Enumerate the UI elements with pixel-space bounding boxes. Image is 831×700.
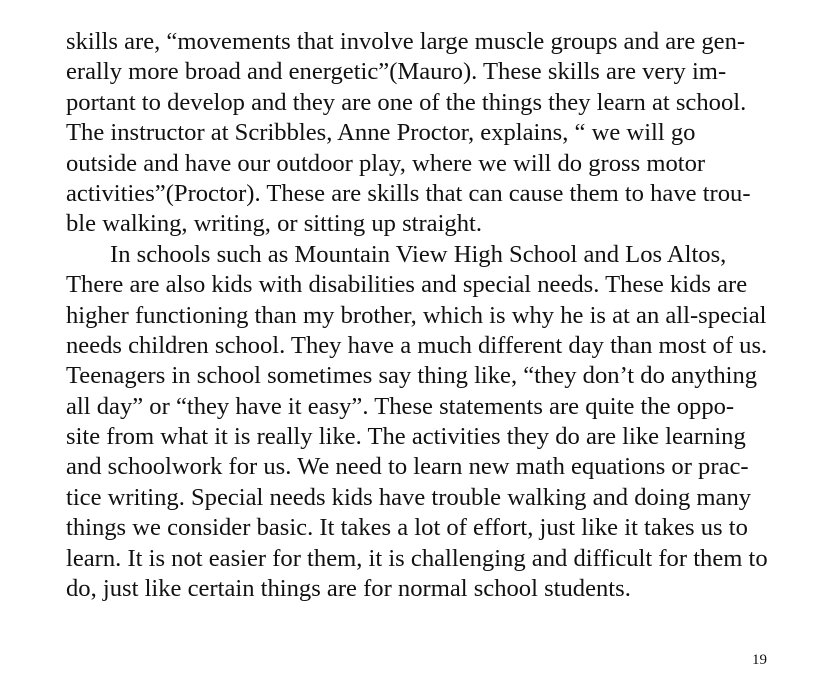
text-line: In schools such as Mountain View High School and Los Altos, — [110, 240, 727, 268]
body-text — [66, 27, 806, 604]
text-line: activities”(Proctor). These are skills that can cause them to have trou- — [66, 179, 751, 207]
text-line: do, just like certain things are for normal school students. — [66, 575, 631, 603]
text-line: erally more broad and energetic”(Mauro). These skills are very im- — [66, 58, 727, 86]
text-line: outside and have our outdoor play, where we will do gross motor — [66, 149, 706, 177]
text-line: and schoolwork for us. We need to learn new math equations or prac- — [66, 453, 749, 481]
text-line: There are also kids with disabilities and special needs. These kids are — [66, 271, 748, 299]
text-line: learn. It is not easier for them, it is challenging and difficult for them to — [66, 544, 768, 572]
text-line: higher functioning than my brother, which is why he is at an all-special — [66, 301, 767, 329]
text-line: skills are, “movements that involve large muscle groups and are gen- — [66, 28, 746, 55]
page-number: 19 — [752, 652, 767, 668]
text-line: tice writing. Special needs kids have trouble walking and doing many — [66, 483, 752, 511]
text-line: needs children school. They have a much different day than most of us. — [66, 331, 768, 359]
text-line: portant to develop and they are one of the things they learn at school. — [66, 88, 747, 116]
text-line: The instructor at Scribbles, Anne Proctor, explains, “ we will go — [66, 119, 696, 147]
text-line: ble walking, writing, or sitting up straight. — [66, 210, 483, 238]
text-line: site from what it is really like. The activities they do are like learning — [66, 423, 746, 451]
text-line: things we consider basic. It takes a lot of effort, just like it takes us to — [66, 514, 748, 542]
text-line: Teenagers in school sometimes say thing like, “they don’t do anything — [66, 362, 758, 390]
text-line: all day” or “they have it easy”. These statements are quite the oppo- — [66, 392, 735, 420]
